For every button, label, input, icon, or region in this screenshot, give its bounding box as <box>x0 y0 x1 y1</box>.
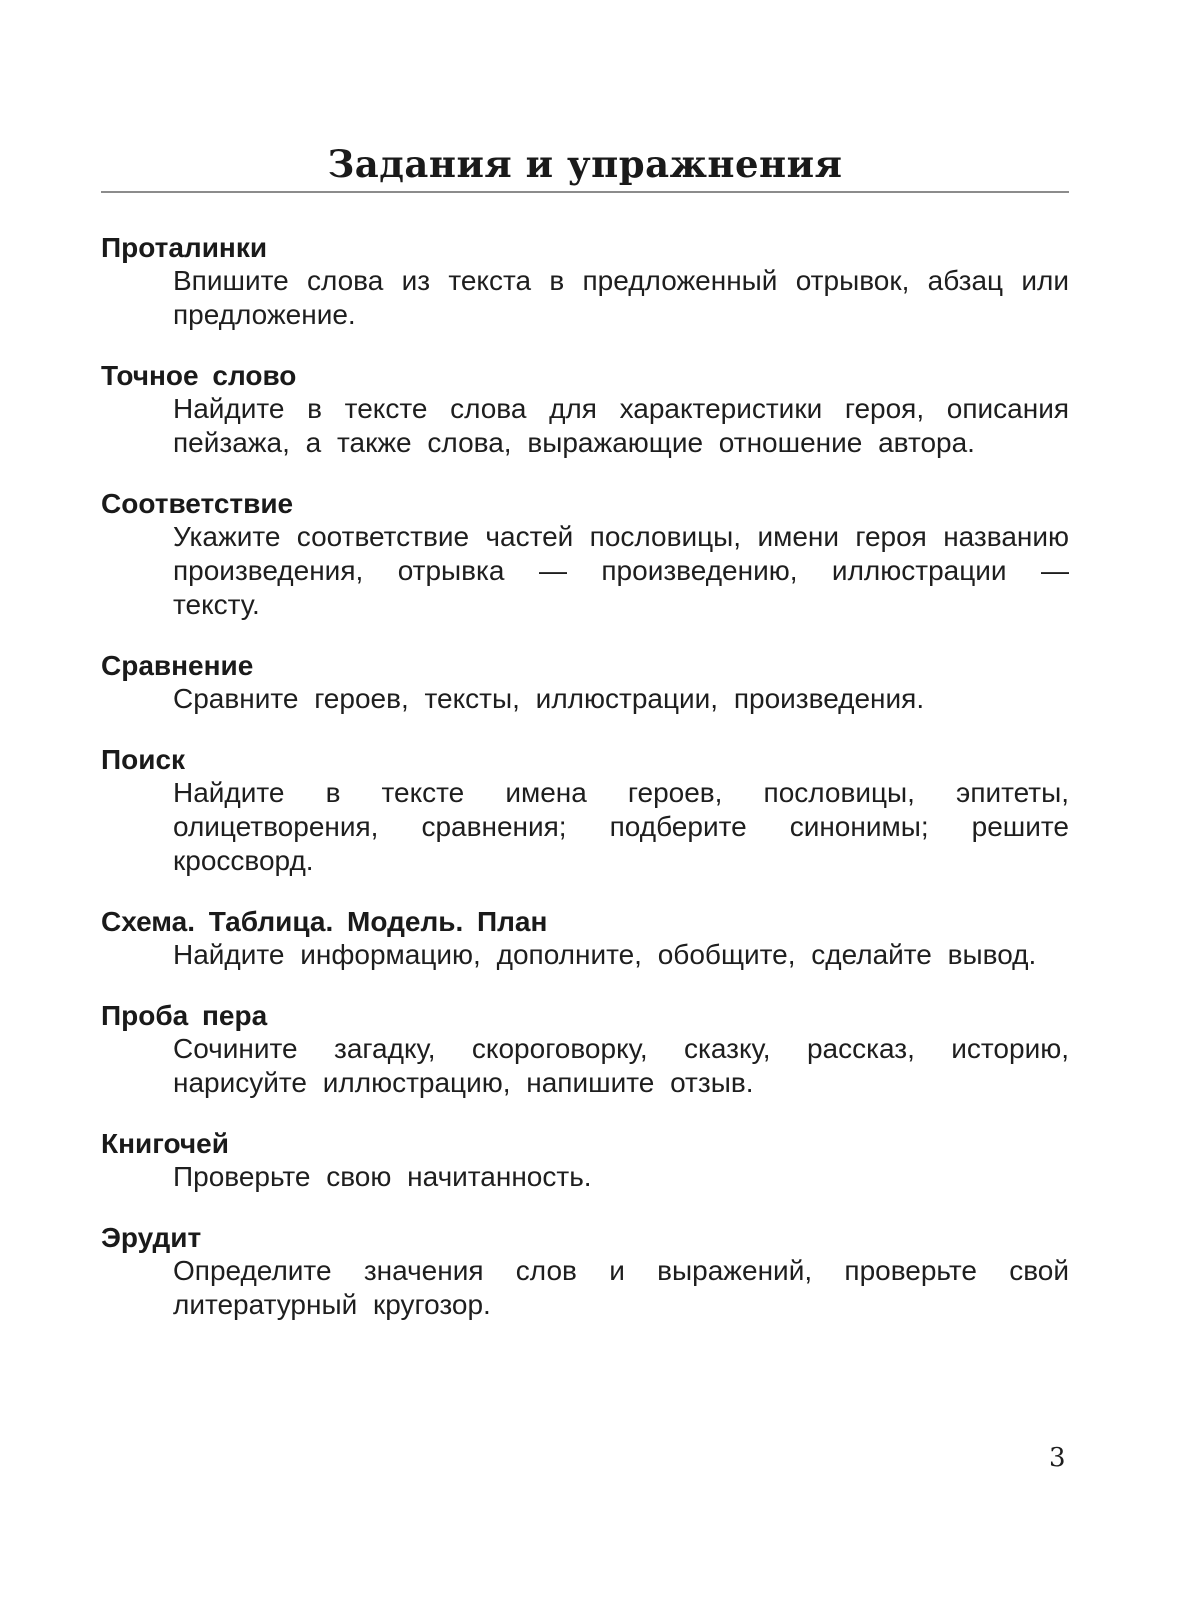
title-divider <box>101 191 1069 193</box>
section-sootvetstvie <box>101 488 1069 622</box>
section-tochnoe-slovo <box>101 360 1069 460</box>
section-heading: Сравнение <box>101 650 254 681</box>
section-proba-pera <box>101 1000 1069 1100</box>
section-description: Определите значения слов и выражений, проверьте свой литературный кругозор. <box>173 1255 1069 1320</box>
section-protalinki <box>101 232 1069 332</box>
exercise-types-list <box>101 232 1069 1350</box>
page-number: 3 <box>1049 1443 1066 1473</box>
section-description: Найдите в тексте имена героев, пословицы, эпитеты, олицетворения, сравнения; подберите синонимы; решите кроссворд. <box>173 777 1069 876</box>
section-heading: Эрудит <box>101 1222 202 1253</box>
section-erudit <box>101 1222 1069 1322</box>
section-heading: Схема. Таблица. Модель. План <box>101 906 548 937</box>
section-description: Сочините загадку, скороговорку, сказку, рассказ, историю, нарисуйте иллюстрацию, напишите отзыв. <box>173 1033 1069 1098</box>
section-heading: Проба пера <box>101 1000 268 1031</box>
section-heading: Поиск <box>101 744 186 775</box>
section-sravnenie <box>101 650 1069 716</box>
section-skhema-tablitsa <box>101 906 1069 972</box>
section-heading: Точное слово <box>101 360 297 391</box>
page-title: Задания и упражнения <box>327 142 843 186</box>
section-heading: Соответствие <box>101 488 294 519</box>
section-description: Впишите слова из текста в предложенный отрывок, абзац или предложение. <box>173 265 1069 330</box>
section-poisk <box>101 744 1069 878</box>
section-description: Найдите информацию, дополните, обобщите, сделайте вывод. <box>173 939 1037 970</box>
section-description: Сравните героев, тексты, иллюстрации, произведения. <box>173 683 925 714</box>
section-description: Найдите в тексте слова для характеристики героя, описания пейзажа, а также слова, выражающие отношение автора. <box>173 393 1069 458</box>
section-description: Проверьте свою начитанность. <box>173 1161 592 1192</box>
section-heading: Проталинки <box>101 232 268 263</box>
section-heading: Книгочей <box>101 1128 229 1159</box>
section-description: Укажите соответствие частей пословицы, имени героя названию произведения, отрывка — произведению, иллюстрации — тексту. <box>173 521 1069 620</box>
section-knigochey <box>101 1128 1069 1194</box>
